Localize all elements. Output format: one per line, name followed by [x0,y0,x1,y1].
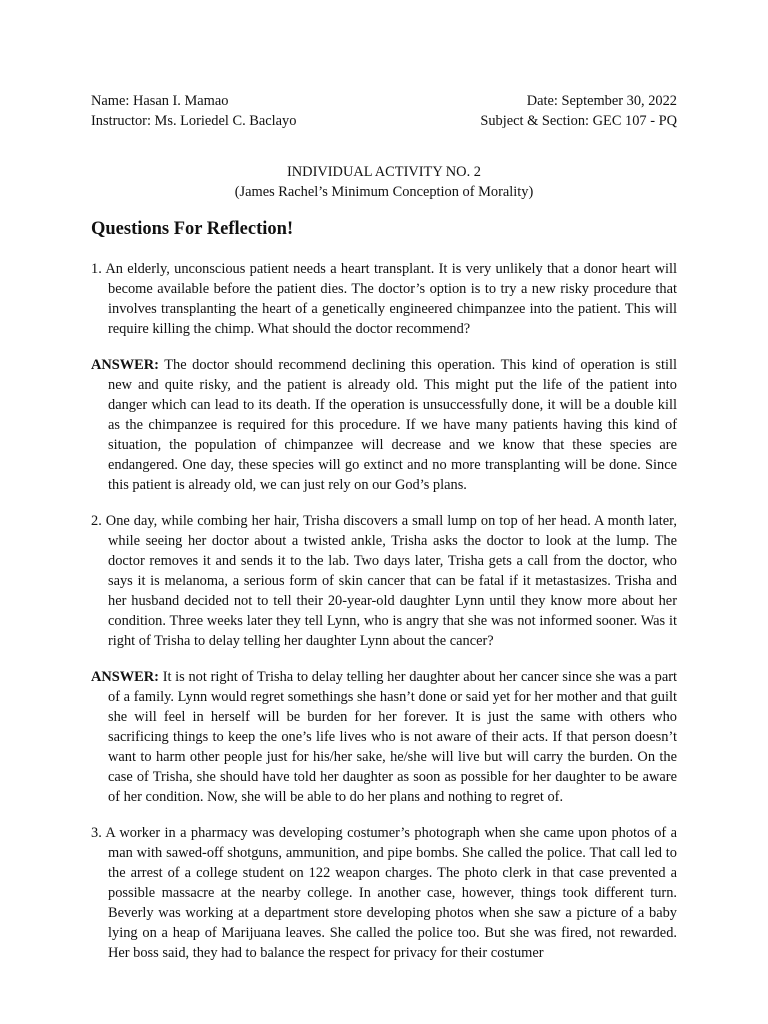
header-row-1 [91,91,677,111]
submission-date: Date: September 30, 2022 [526,93,677,109]
answer-2 [91,667,677,807]
subject-section: Subject & Section: GEC 107 - PQ [480,113,677,129]
answer-1-text: The doctor should recommend declining this operation. This kind of operation is still new and quite risky, and the patient is already old. This might put the life of the patient into danger which can lead to its death. If the operation is unsuccessfully done, it will be a double kill as the chimpanzee is required for this procedure. If we have many patients having this kind of situation, the population of chimpanzee will decrease and we know that these species are endangered. One day, these species will go extinct and no more transplanting will be done. Since this patient is already old, we can just rely on our God’s plans. [108,357,677,493]
student-name: Name: Hasan I. Mamao [91,93,229,109]
instructor-name: Instructor: Ms. Loriedel C. Baclayo [91,113,297,129]
header-row-2 [91,111,677,131]
section-title: Questions For Reflection! [91,219,294,239]
question-2: 2. One day, while combing her hair, Trisha discovers a small lump on top of her head. A month later, while seeing her doctor about a twisted ankle, Trisha asks the doctor to look at the lump. The doctor removes it and sends it to the lab. Two days later, Trisha gets a call from the doctor, who says it is melanoma, a serious form of skin cancer that can be fatal if it metastasizes. Trisha and her husband decided not to tell their 20-year-old daughter Lynn until they know more about her condition. Three weeks later they tell Lynn, who is angry that she was not informed sooner. Was it right of Trisha to delay telling her daughter Lynn about the cancer? [91,513,677,649]
question-1: 1. An elderly, unconscious patient needs a heart transplant. It is very unlikely that a donor heart will become available before the patient dies. The doctor’s option is to try a new risky procedure that involves transplanting the heart of a genetically engineered chimpanzee into the patient. This will require killing the chimp. What should the doctor recommend? [91,261,677,337]
question-3: 3. A worker in a pharmacy was developing costumer’s photograph when she came upon photos of a man with sawed-off shotguns, ammunition, and pipe bombs. She called the police. That call led to the arrest of a college student on 122 weapon charges. The photo clerk in that case prevented a possible massacre at the nearby college. In another case, however, things took different turn. Beverly was working at a department store developing photos when she saw a picture of a baby lying on a heap of Marijuana leaves. She called the police too. But she was fired, not rewarded. Her boss said, they had to balance the respect for privacy for their costumer [91,825,677,961]
answer-label: ANSWER: [91,357,159,373]
answer-label: ANSWER: [91,669,159,685]
activity-title: INDIVIDUAL ACTIVITY NO. 2 [287,164,481,180]
activity-subtitle: (James Rachel’s Minimum Conception of Morality) [234,184,534,200]
answer-1 [91,355,677,495]
activity-heading [91,162,677,202]
answer-2-text: It is not right of Trisha to delay telling her daughter about her cancer since she was a part of a family. Lynn would regret somethings she hasn’t done or said yet for her mother and that guilt she will feel in herself will be burden for her forever. It is just the same with others who sacrificing things to keep the one’s life lives who is not aware of their acts. If that person doesn’t want to harm other people just for his/her sake, he/she will live but will carry the burden. On the case of Trisha, she should have told her daughter as soon as possible for her daughter to be aware of her condition. Now, she will be able to do her plans and nothing to regret of. [108,669,677,805]
